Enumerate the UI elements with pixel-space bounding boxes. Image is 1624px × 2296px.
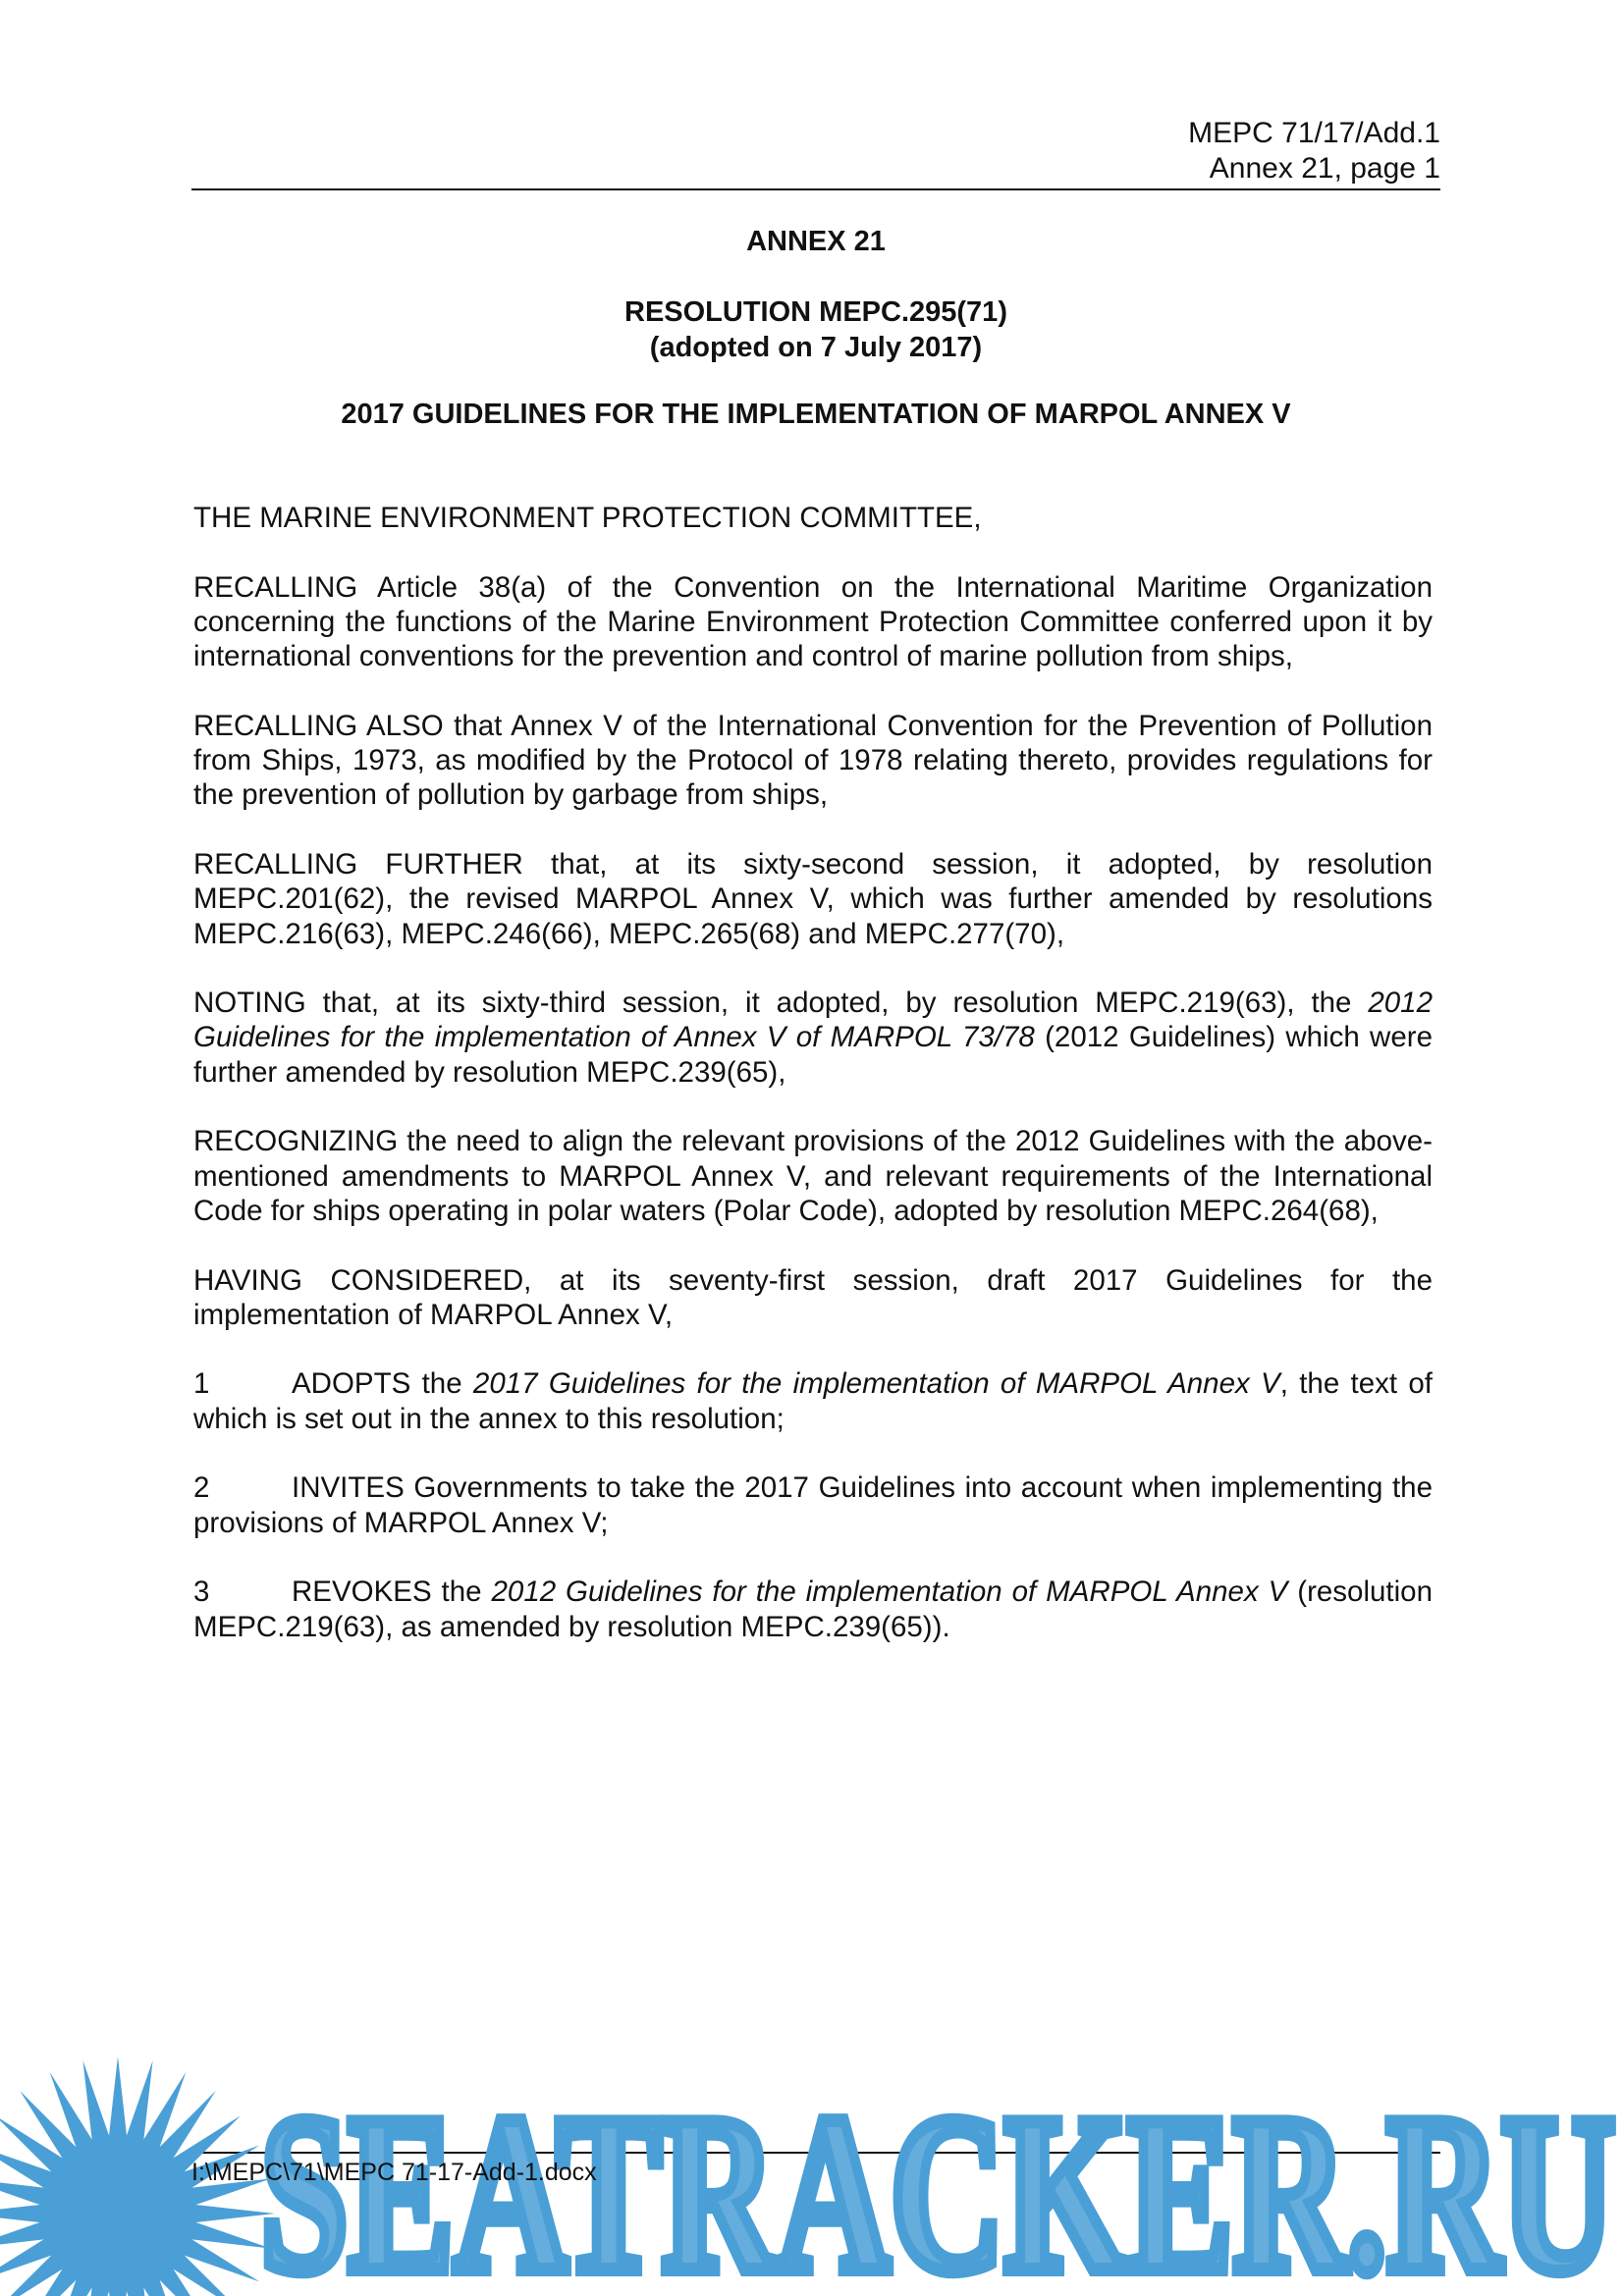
paragraph-number: 2: [193, 1471, 210, 1505]
footer-file-path: I:\MEPC\71\MEPC 71-17-Add-1.docx: [191, 2159, 597, 2186]
op2-text: INVITES Governments to take the 2017 Guidelines into account when implementing the provisions of MARPOL Annex V;: [193, 1471, 1433, 1539]
page-reference: Annex 21, page 1: [1209, 152, 1440, 185]
op1-italic-title: 2017 Guidelines for the implementation of MARPOL Annex V: [472, 1367, 1280, 1401]
preamble-recalling: RECALLING Article 38(a) of the Convention on the International Maritime Organization concerning the functions of the Marine Environment Protection Committee conferred upon it by international conventions for the prevention and control of marine pollution from ships,: [193, 570, 1433, 673]
op1-text-start: ADOPTS the: [292, 1367, 473, 1401]
resolution-body: [193, 501, 1433, 1679]
operative-paragraph-3: [193, 1575, 1433, 1644]
noting-text-start: NOTING that, at its sixty-third session, it adopted, by resolution MEPC.219(63), the: [193, 987, 1369, 1020]
preamble-having-considered: HAVING CONSIDERED, at its seventy-first session, draft 2017 Guidelines for the implementation of MARPOL Annex V,: [193, 1263, 1433, 1331]
op3-text-start: REVOKES the: [292, 1575, 492, 1609]
paragraph-number: 3: [193, 1575, 210, 1609]
resolution-title: [191, 294, 1440, 365]
preamble-recognizing: RECOGNIZING the need to align the relevant provisions of the 2012 Guidelines with the above-mentioned amendments to MARPOL Annex V, and relevant requirements of the International Code for ships operating in polar waters (Polar Code), adopted by resolution MEPC.264(68),: [193, 1125, 1433, 1227]
operative-paragraph-2: [193, 1470, 1433, 1540]
adoption-date: (adopted on 7 July 2017): [649, 332, 983, 363]
preamble-recalling-further: RECALLING FURTHER that, at its sixty-second session, it adopted, by resolution MEPC.201(62), the revised MARPOL Annex V, which was further amended by resolutions MEPC.216(63), MEPC.246(66), MEPC.265(68) and MEPC.277(70),: [193, 847, 1433, 950]
noting-italic-title: 2012 Guidelines for the implementation of Annex V of MARPOL 73/78: [193, 987, 1433, 1054]
committee-line: THE MARINE ENVIRONMENT PROTECTION COMMITTEE,: [193, 502, 982, 534]
header-divider: [191, 188, 1440, 190]
op3-text-end: (resolution MEPC.219(63), as amended by resolution MEPC.239(65)).: [193, 1575, 1433, 1643]
op3-italic-title: 2012 Guidelines for the implementation of MARPOL Annex V: [491, 1575, 1288, 1609]
operative-paragraph-1: [193, 1366, 1433, 1436]
page-header: [191, 116, 1440, 187]
guidelines-title: 2017 GUIDELINES FOR THE IMPLEMENTATION OF MARPOL ANNEX V: [341, 399, 1291, 430]
watermark-text-fill: SEATRACKER.RU: [260, 2083, 1615, 2289]
watermark-text-outline: SEATRACKER.RU: [260, 2083, 1615, 2289]
resolution-number: RESOLUTION MEPC.295(71): [624, 296, 1007, 328]
preamble-noting: [193, 986, 1433, 1090]
noting-text-end: (2012 Guidelines) which were further amended by resolution MEPC.239(65),: [193, 1021, 1433, 1089]
paragraph-number: 1: [193, 1367, 210, 1401]
op1-text-end: , the text of which is set out in the annex to this resolution;: [193, 1367, 1433, 1435]
document-reference: MEPC 71/17/Add.1: [1188, 117, 1440, 149]
preamble-recalling-also: RECALLING ALSO that Annex V of the International Convention for the Prevention of Pollution from Ships, 1973, as modified by the Protocol of 1978 relating thereto, provides regulations for the prevention of pollution by garbage from ships,: [193, 709, 1433, 812]
annex-title: ANNEX 21: [746, 226, 886, 257]
